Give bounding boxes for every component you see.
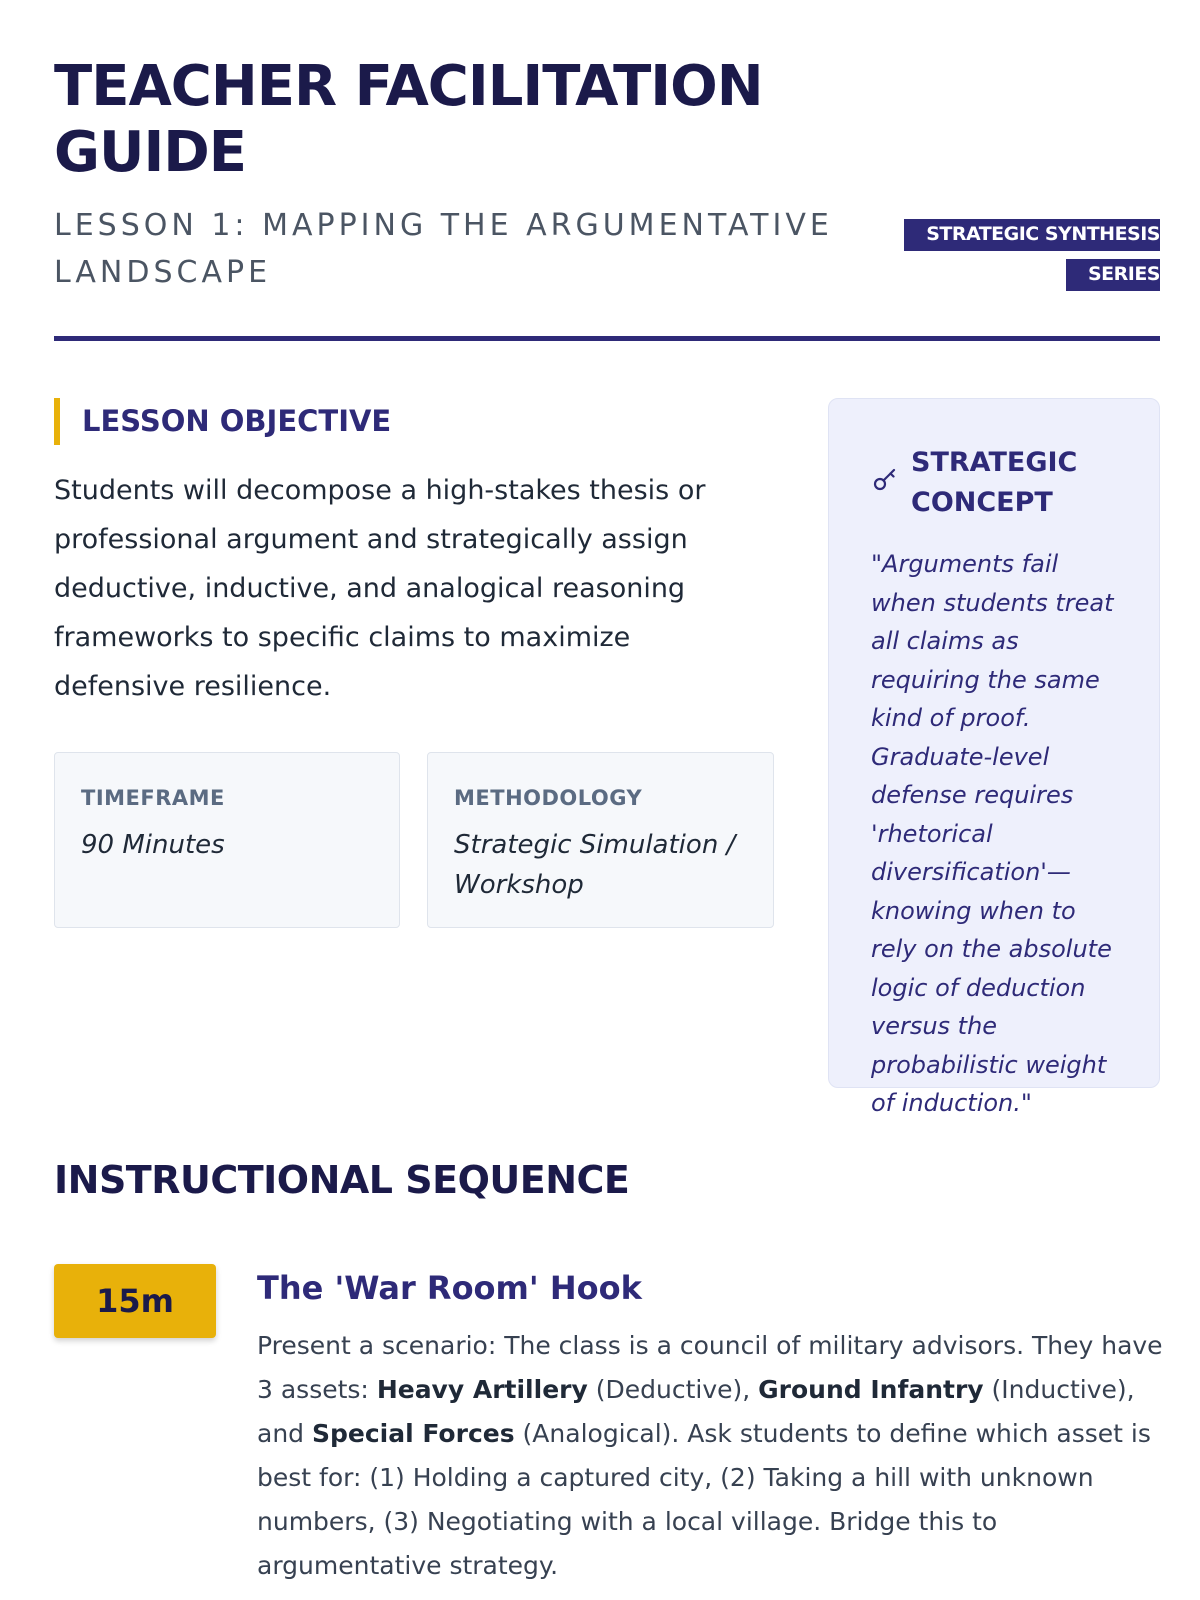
asset-inductive: Ground Infantry [758, 1375, 984, 1404]
step-time-badge: 15m [54, 1264, 216, 1338]
header-divider [54, 336, 1160, 341]
step-title: The 'War Room' Hook [257, 1269, 642, 1307]
concept-header [871, 443, 1119, 523]
objective-accent-bar [54, 398, 60, 445]
step-text: Present a scenario: The class is a council of military advisors. They have 3 assets: [257, 1331, 1163, 1404]
page-title: TEACHER FACILITATION GUIDE [54, 54, 763, 185]
concept-quote: "Arguments fail when students treat all claims as requiring the same kind of proof. Graduate-level defense requires 'rhetorical diversification'— knowing when to rely on the absolute logic of deduction versus the probabilistic weight of induction." [871, 550, 1114, 1117]
key-icon [871, 465, 899, 493]
step-text: (Inductive), and [257, 1375, 1135, 1448]
sequence-heading: INSTRUCTIONAL SEQUENCE [54, 1158, 630, 1202]
methodology-card [427, 752, 774, 928]
timeframe-value: 90 Minutes [81, 830, 225, 860]
asset-analogical: Special Forces [311, 1419, 515, 1448]
objective-heading: LESSON OBJECTIVE [82, 404, 392, 438]
strategic-concept-panel [828, 398, 1160, 1117]
methodology-value: Strategic Simulation / Workshop [454, 830, 736, 900]
timeframe-label: TIMEFRAME [81, 786, 225, 810]
lesson-subtitle: LESSON 1: MAPPING THE ARGUMENTATIVE LANDSCAPE [54, 208, 833, 290]
series-badge-label: STRATEGIC SYNTHESIS SERIES [904, 219, 1160, 291]
timeframe-card [54, 752, 400, 928]
methodology-label: METHODOLOGY [454, 786, 643, 810]
step-description [257, 1324, 1167, 1588]
objective-text: Students will decompose a high-stakes thesis or professional argument and strategically assign deductive, inductive, and analogical reasoning frameworks to specific claims to maximize defensive resilience. [54, 475, 706, 702]
concept-title: STRATEGIC CONCEPT [911, 447, 1078, 518]
series-badge [898, 214, 1160, 294]
asset-deductive: Heavy Artillery [376, 1375, 588, 1404]
step-text: (Deductive), [587, 1375, 759, 1404]
step-text: (Analogical). Ask students to define which asset is best for: (1) Holding a captured city, (2) Taking a hill with unknown numbers, (3) Negotiating with a local village. Bridge this to argumentative strategy. [257, 1419, 1151, 1580]
